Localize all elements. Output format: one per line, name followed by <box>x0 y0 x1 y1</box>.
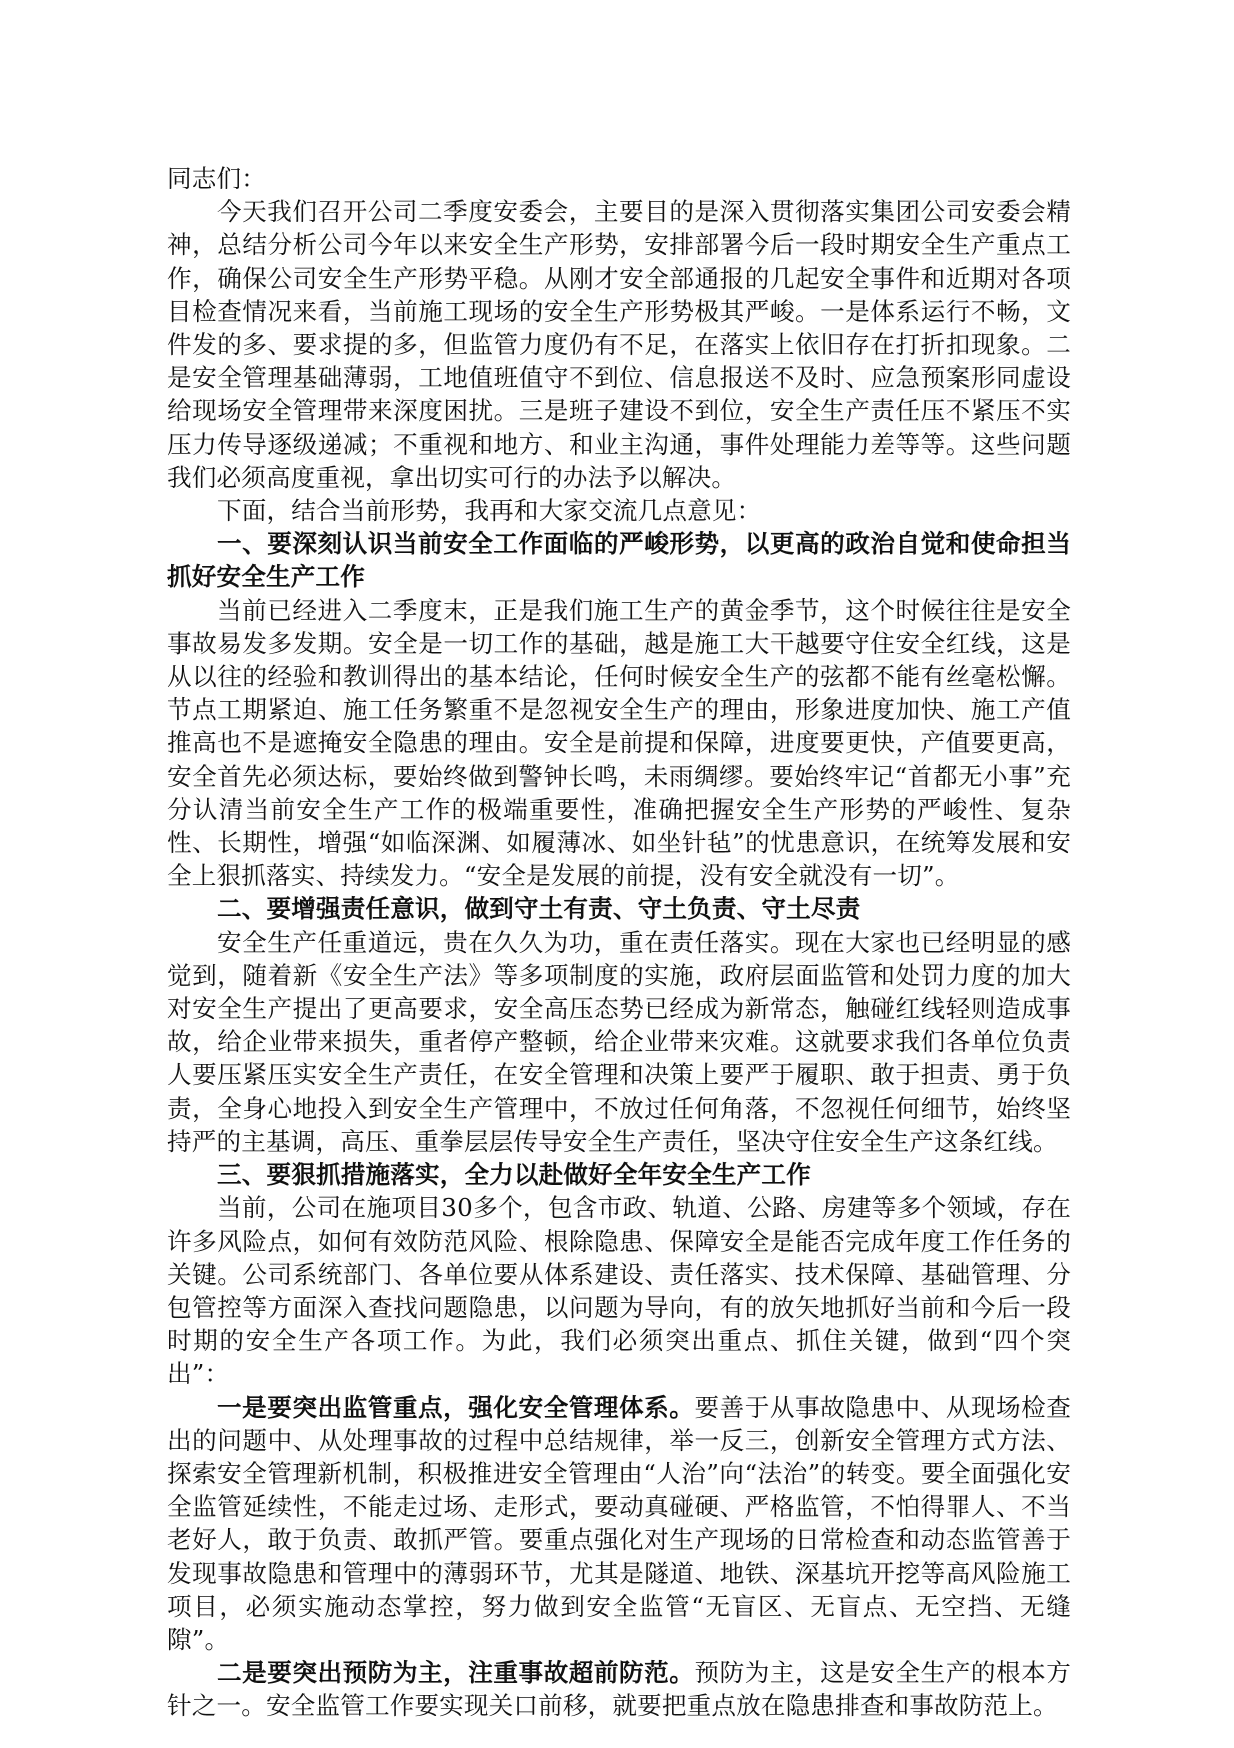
salutation: 同志们： <box>167 164 266 193</box>
transition-paragraph: 下面，结合当前形势，我再和大家交流几点意见： <box>217 496 762 526</box>
point-2-body: 预防为主，这是安全生产的根本方针之一。安全监管工作要实现关口前移，就要把重点放在隐患排查和事故防范上。 <box>167 1658 1071 1721</box>
point-2-lead: 二是要突出预防为主，注重事故超前防范。 <box>217 1658 695 1688</box>
section-heading-1: 一、要深刻认识当前安全工作面临的严峻形势，以更高的政治自觉和使命担当抓好安全生产工作 <box>167 529 1071 592</box>
section-2-paragraph: 安全生产任重道远，贵在久久为功，重在责任落实。现在大家也已经明显的感觉到，随着新《安全生产法》等多项制度的实施，政府层面监管和处罚力度的加大对安全生产提出了更高要求，安全高压态势已经成为新常态，触碰红线轻则造成事故，给企业带来损失，重者停产整顿，给企业带来灾难。这就要求我们各单位负责人要压紧压实安全生产责任，在安全管理和决策上要严于履职、敢于担责、勇于负责，全身心地投入到安全生产管理中，不放过任何角落，不忽视任何细节，始终坚持严的主基调，高压、重拳层层传导安全生产责任，坚决守住安全生产这条红线。 <box>167 927 1071 1156</box>
document-body <box>167 162 1071 1723</box>
section-heading-2: 二、要增强责任意识，做到守土有责、守土负责、守土尽责 <box>217 894 861 924</box>
point-1-body: 要善于从事故隐患中、从现场检查出的问题中、从处理事故的过程中总结规律，举一反三，创新安全管理方式方法、探索安全管理新机制，积极推进安全管理由“人治”向“法治”的转变。要全面强化安全监管延续性，不能走过场、走形式，要动真碰硬、严格监管，不怕得罪人、不当老好人，敢于负责、敢抓严管。要重点强化对生产现场的日常检查和动态监管善于发现事故隐患和管理中的薄弱环节，尤其是隧道、地铁、深基坑开挖等高风险施工项目，必须实施动态掌控，努力做到安全监管“无盲区、无盲点、无空挡、无缝隙”。 <box>167 1392 1071 1654</box>
section-heading-3: 三、要狠抓措施落实，全力以赴做好全年安全生产工作 <box>217 1160 811 1190</box>
section-1-paragraph: 当前已经进入二季度末，正是我们施工生产的黄金季节，这个时候往往是安全事故易发多发期。安全是一切工作的基础，越是施工大干越要守住安全红线，这是从以往的经验和教训得出的基本结论，任何时候安全生产的弦都不能有丝毫松懈。节点工期紧迫、施工任务繁重不是忽视安全生产的理由，形象进度加快、施工产值推高也不是遮掩安全隐患的理由。安全是前提和保障，进度要更快，产值要更高，安全首先必须达标，要始终做到警钟长鸣，未雨绸缪。要始终牢记“首都无小事”充分认清当前安全生产工作的极端重要性，准确把握安全生产形势的严峻性、复杂性、长期性，增强“如临深渊、如履薄冰、如坐针毡”的忧患意识，在统筹发展和安全上狠抓落实、持续发力。“安全是发展的前提，没有安全就没有一切”。 <box>167 595 1071 891</box>
section-3-paragraph: 当前，公司在施项目30多个，包含市政、轨道、公路、房建等多个领域，存在许多风险点，如何有效防范风险、根除隐患、保障安全是能否完成年度工作任务的关键。公司系统部门、各单位要从体系建设、责任落实、技术保障、基础管理、分包管控等方面深入查找问题隐患，以问题为导向，有的放矢地抓好当前和今后一段时期的安全生产各项工作。为此，我们必须突出重点、抓住关键，做到“四个突出”： <box>167 1193 1071 1389</box>
point-1-paragraph <box>167 1391 1071 1657</box>
point-1-lead: 一是要突出监管重点，强化安全管理体系。 <box>217 1392 695 1422</box>
point-2-paragraph <box>167 1656 1071 1722</box>
intro-paragraph: 今天我们召开公司二季度安委会，主要目的是深入贯彻落实集团公司安委会精神，总结分析公司今年以来安全生产形势，安排部署今后一段时期安全生产重点工作，确保公司安全生产形势平稳。从刚才安全部通报的几起安全事件和近期对各项目检查情况来看，当前施工现场的安全生产形势极其严峻。一是体系运行不畅，文件发的多、要求提的多，但监管力度仍有不足，在落实上依旧存在打折扣现象。二是安全管理基础薄弱，工地值班值守不到位、信息报送不及时、应急预案形同虚设给现场安全管理带来深度困扰。三是班子建设不到位，安全生产责任压不紧压不实压力传导逐级递减；不重视和地方、和业主沟通，事件处理能力差等等。这些问题我们必须高度重视，拿出切实可行的办法予以解决。 <box>167 197 1071 492</box>
